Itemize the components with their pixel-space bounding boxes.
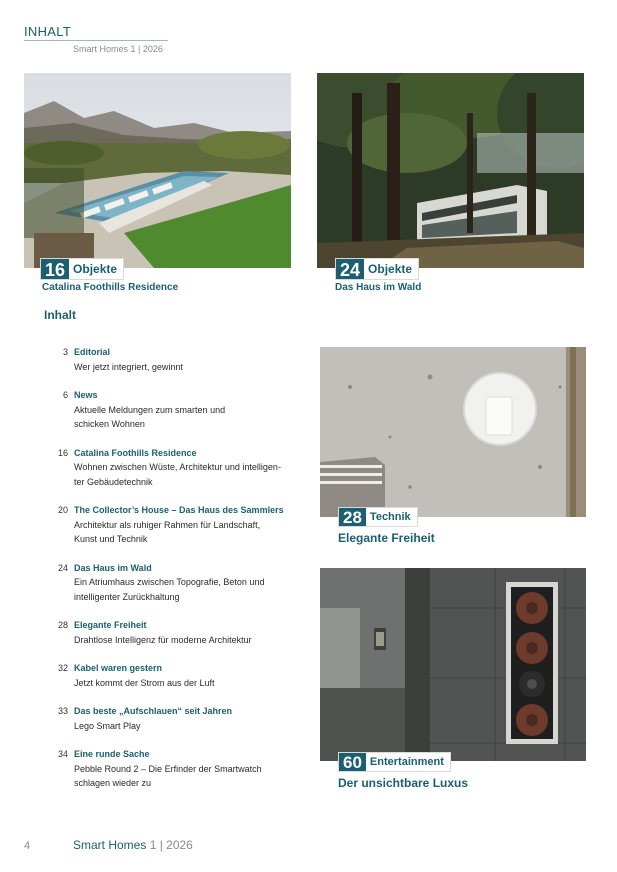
toc-entry-desc: Wer jetzt integriert, gewinnt <box>74 361 183 372</box>
feature-tag-16[interactable] <box>40 258 124 280</box>
feature-category: Objekte <box>73 262 118 276</box>
toc-page-number: 24 <box>57 562 68 573</box>
pool-image <box>24 73 291 268</box>
toc-heading: Inhalt <box>44 308 76 322</box>
feature-caption-wald[interactable]: Das Haus im Wald <box>335 282 422 293</box>
toc-entry-desc: Pebble Round 2 – Die Erfinder der Smartwatch <box>74 763 262 774</box>
toc-entry-desc: Wohnen zwischen Wüste, Architektur und intelligen- <box>74 462 281 472</box>
footer-brand <box>73 838 193 852</box>
toc-page-number: 6 <box>62 390 68 400</box>
toc-entry-lego[interactable] <box>44 704 314 733</box>
toc-entry-desc: ter Gebäudetechnik <box>74 476 153 487</box>
toc-entry-elegante[interactable] <box>44 618 314 647</box>
feature-category: Technik <box>369 511 411 523</box>
photo-haus-im-wald[interactable] <box>317 73 584 268</box>
toc-entry-desc: Drahtlose Intelligenz für moderne Architektur <box>74 634 252 645</box>
page-number: 4 <box>24 840 31 852</box>
toc-entry-news[interactable] <box>44 388 314 432</box>
toc-entry-desc: Ein Atriumhaus zwischen Topografie, Beton und <box>74 577 265 587</box>
toc-page-number: 28 <box>57 620 68 630</box>
feature-page-number: 60 <box>339 753 366 771</box>
photo-unsichtbare-luxus[interactable] <box>320 568 586 761</box>
toc-entry-title: Kabel waren gestern <box>74 663 163 673</box>
toc-entry-title: Editorial <box>74 347 111 357</box>
toc-page-number: 20 <box>57 505 68 515</box>
feature-page-number: 16 <box>41 259 69 279</box>
toc-entry-desc: Architektur als ruhiger Rahmen für Landschaft, <box>74 519 261 530</box>
feature-caption-luxus[interactable]: Der unsichtbare Luxus <box>338 776 469 790</box>
footer-brand-name: Smart Homes <box>73 838 147 852</box>
feature-tag-60[interactable] <box>338 752 451 772</box>
feature-category: Entertainment <box>369 756 444 768</box>
photo-catalina-pool[interactable] <box>24 73 291 268</box>
toc-page-number: 34 <box>57 749 68 759</box>
toc-entry-desc: Jetzt kommt der Strom aus der Luft <box>74 677 215 688</box>
toc-entry-desc: intelligenter Zurückhaltung <box>74 591 180 602</box>
forest-house-image <box>317 73 584 268</box>
toc-entry-desc: Lego Smart Play <box>74 720 141 731</box>
toc-entry-catalina[interactable] <box>44 446 314 490</box>
switch-image <box>320 347 586 517</box>
feature-tag-24[interactable] <box>335 258 419 280</box>
toc-entry-title: Eine runde Sache <box>74 749 150 759</box>
feature-category: Objekte <box>368 262 413 276</box>
toc-entry-pebble[interactable] <box>44 747 314 791</box>
feature-page-number: 24 <box>336 259 364 279</box>
footer-issue: 1 | 2026 <box>149 838 193 852</box>
feature-tag-28[interactable] <box>338 507 418 527</box>
section-title: INHALT <box>24 24 72 39</box>
toc-page-number: 33 <box>57 706 68 716</box>
toc-entry-desc: schlagen wieder zu <box>74 778 152 788</box>
photo-elegante-freiheit[interactable] <box>320 347 586 517</box>
toc-entry-title: Das beste „Aufschlauen“ seit Jahren <box>74 706 233 716</box>
toc-page-number: 32 <box>57 663 68 673</box>
feature-caption-catalina[interactable]: Catalina Foothills Residence <box>42 282 179 293</box>
speaker-image <box>320 568 586 761</box>
toc-entry-collector[interactable] <box>44 503 314 547</box>
toc-entry-kabel[interactable] <box>44 661 314 690</box>
toc-entry-desc: Aktuelle Meldungen zum smarten und <box>74 404 226 415</box>
feature-page-number: 28 <box>339 508 366 526</box>
toc-entry-title: News <box>74 390 98 400</box>
toc-page-number: 16 <box>57 447 68 458</box>
toc-entry-title: Elegante Freiheit <box>74 620 147 630</box>
toc-entry-title: The Collector’s House – Das Haus des Sammlers <box>74 505 284 515</box>
feature-caption-elegante[interactable]: Elegante Freiheit <box>338 531 435 545</box>
toc-entry-title: Catalina Foothills Residence <box>74 447 197 458</box>
toc-entry-desc: Kunst und Technik <box>74 534 148 544</box>
issue-label: Smart Homes 1 | 2026 <box>73 44 163 54</box>
table-of-contents <box>44 345 314 791</box>
toc-entry-wald[interactable] <box>44 561 314 605</box>
toc-page-number: 3 <box>62 347 68 357</box>
toc-entry-title: Das Haus im Wald <box>74 562 152 573</box>
toc-entry-desc: schicken Wohnen <box>74 419 145 429</box>
header-rule <box>24 40 168 41</box>
toc-entry-editorial[interactable] <box>44 345 314 374</box>
